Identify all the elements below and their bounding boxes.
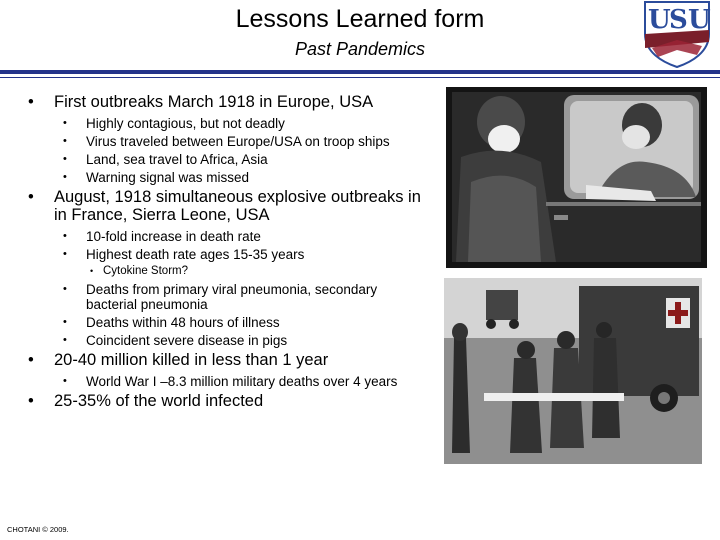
bullet-marker: • xyxy=(28,351,34,369)
bullet-text: Highest death rate ages 15-35 years xyxy=(86,247,305,262)
bullet-level-2 xyxy=(28,333,423,348)
masked-women-car-photo xyxy=(446,87,707,268)
usu-shield-logo xyxy=(642,0,712,68)
title-divider xyxy=(0,70,720,74)
bullet-level-2 xyxy=(28,170,423,185)
bullet-marker: • xyxy=(63,135,67,147)
bullet-level-2 xyxy=(28,282,423,312)
ambulance-street-photo xyxy=(444,278,702,464)
bullet-marker: • xyxy=(63,375,67,387)
bullet-level-1 xyxy=(28,351,423,369)
bullet-level-2 xyxy=(28,116,423,131)
slide-title: Lessons Learned form xyxy=(235,5,485,33)
bullet-text: Coincident severe disease in pigs xyxy=(86,333,288,348)
bullet-text: First outbreaks March 1918 in Europe, USA xyxy=(54,93,374,111)
bullet-text: 20-40 million killed in less than 1 year xyxy=(54,351,329,369)
bullet-text: Land, sea travel to Africa, Asia xyxy=(86,152,268,167)
bullet-marker: • xyxy=(28,392,34,410)
copyright-footer: CHOTANI © 2009. xyxy=(7,525,69,534)
bullet-level-1 xyxy=(28,392,423,410)
bullet-marker: • xyxy=(63,230,67,242)
bullet-marker: • xyxy=(63,283,67,295)
bullet-marker: • xyxy=(63,171,67,183)
bullet-marker: • xyxy=(63,334,67,346)
bullet-text: World War I –8.3 million military deaths over 4 years xyxy=(86,374,398,389)
bullet-text: Deaths from primary viral pneumonia, secondary bacterial pneumonia xyxy=(86,282,378,312)
svg-text:U: U xyxy=(688,5,711,35)
bullet-text: Highly contagious, but not deadly xyxy=(86,116,285,131)
bullet-list xyxy=(28,93,423,415)
bullet-level-2 xyxy=(28,247,423,262)
bullet-level-2 xyxy=(28,134,423,149)
svg-text:S: S xyxy=(669,5,688,35)
bullet-level-1 xyxy=(28,93,423,111)
bullet-text: Cytokine Storm? xyxy=(103,265,189,277)
bullet-text: August, 1918 simultaneous explosive outbreaks in in France, Sierra Leone, USA xyxy=(54,188,421,224)
bullet-marker: • xyxy=(28,93,34,111)
bullet-marker: • xyxy=(63,153,67,165)
title-divider-thin xyxy=(0,77,720,78)
slide-subtitle: Past Pandemics xyxy=(294,39,426,59)
bullet-marker: • xyxy=(90,266,94,276)
bullet-marker: • xyxy=(63,248,67,260)
bullet-marker: • xyxy=(63,316,67,328)
bullet-text: 25-35% of the world infected xyxy=(54,392,264,410)
bullet-marker: • xyxy=(63,117,67,129)
bullet-level-2 xyxy=(28,229,423,244)
bullet-level-2 xyxy=(28,374,423,389)
bullet-marker: • xyxy=(28,188,34,206)
svg-text:U: U xyxy=(648,5,671,35)
bullet-level-2 xyxy=(28,315,423,330)
bullet-text: Warning signal was missed xyxy=(86,170,250,185)
bullet-level-2 xyxy=(28,152,423,167)
bullet-level-3 xyxy=(28,265,423,278)
bullet-text: Deaths within 48 hours of illness xyxy=(86,315,280,330)
bullet-text: 10-fold increase in death rate xyxy=(86,229,261,244)
bullet-text: Virus traveled between Europe/USA on troop ships xyxy=(86,134,390,149)
bullet-level-1 xyxy=(28,188,423,224)
